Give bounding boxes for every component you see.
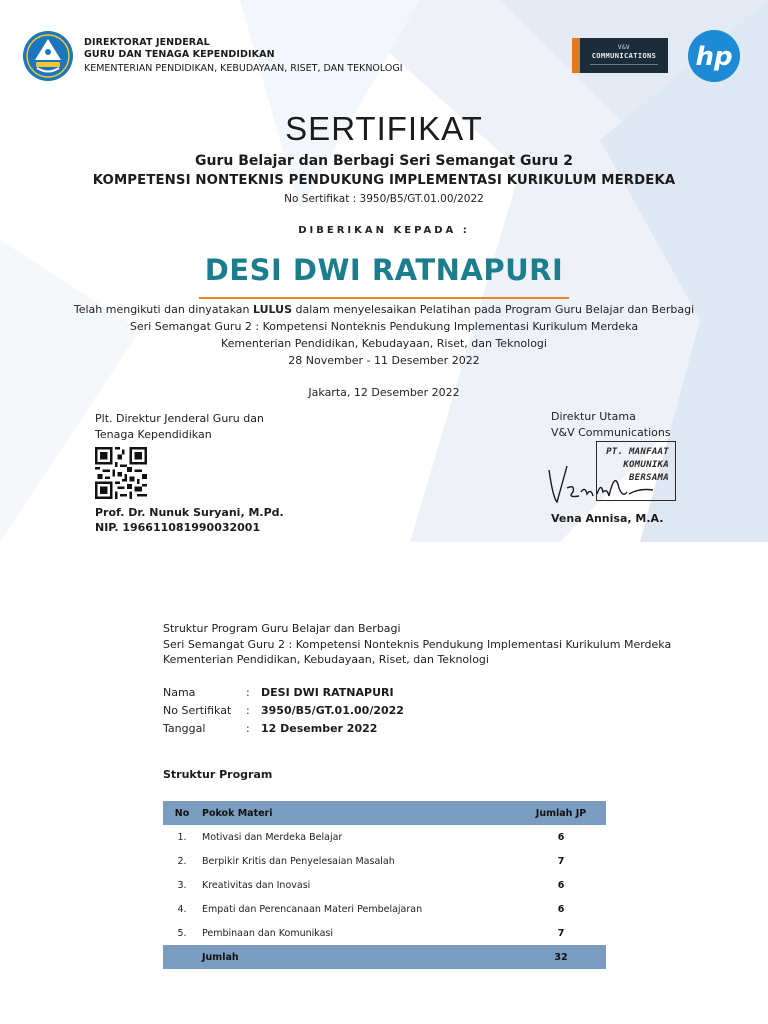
column-header-topic: Pokok Materi bbox=[201, 801, 516, 825]
program-structure-table bbox=[163, 801, 606, 969]
row-topic: Berpikir Kritis dan Penyelesaian Masalah bbox=[202, 855, 395, 867]
signer-right-title-line-1: Direktur Utama bbox=[551, 410, 636, 423]
intro-line-3: Kementerian Pendidikan, Kebudayaan, Riset, dan Teknologi bbox=[163, 653, 489, 666]
signer-right-name: Vena Annisa, M.A. bbox=[551, 512, 664, 525]
row-number: 5. bbox=[177, 927, 187, 939]
vv-communications-logo bbox=[572, 38, 668, 73]
body-line-2: Seri Semangat Guru 2 : Kompetensi Nonteknis Pendukung Implementasi Kurikulum Merdeka bbox=[129, 320, 639, 333]
total-label: Jumlah bbox=[201, 945, 516, 969]
program-title: Guru Belajar dan Berbagi Seri Semangat Guru 2 bbox=[195, 153, 573, 169]
stamp-line-1: PT. MANFAAT bbox=[606, 447, 669, 457]
info-value: 3950/B5/GT.01.00/2022 bbox=[261, 704, 404, 717]
program-subtitle: KOMPETENSI NONTEKNIS PENDUKUNG IMPLEMENTASI KURIKULUM MERDEKA bbox=[92, 173, 676, 188]
body-line-1 bbox=[0, 303, 768, 316]
column-header-jp: Jumlah JP bbox=[516, 801, 606, 825]
row-number: 3. bbox=[177, 879, 187, 891]
row-topic: Empati dan Perencanaan Materi Pembelajaran bbox=[202, 903, 423, 915]
row-jp: 6 bbox=[557, 903, 565, 915]
signer-left-nip: NIP. 196611081990032001 bbox=[95, 521, 261, 534]
total-jp: 32 bbox=[516, 945, 606, 969]
structure-heading: Struktur Program bbox=[163, 768, 273, 781]
given-to-label: DIBERIKAN KEPADA : bbox=[298, 225, 470, 236]
program-intro bbox=[163, 621, 671, 668]
handwritten-signature bbox=[545, 458, 655, 508]
info-value: 12 Desember 2022 bbox=[261, 722, 378, 735]
total-number-cell bbox=[163, 945, 201, 969]
hp-logo bbox=[687, 29, 741, 83]
intro-line-2: Seri Semangat Guru 2 : Kompetensi Nonteknis Pendukung Implementasi Kurikulum Merdeka bbox=[163, 637, 672, 651]
table-total-row bbox=[163, 945, 606, 969]
row-number: 2. bbox=[177, 855, 187, 867]
signer-left-title-line-1: Plt. Direktur Jenderal Guru dan bbox=[95, 412, 264, 425]
stamp-line-2: KOMUNIKA bbox=[623, 460, 669, 470]
info-label: Tanggal bbox=[163, 722, 206, 735]
hp-logo-text: hp bbox=[695, 42, 733, 72]
row-jp: 6 bbox=[557, 879, 565, 891]
info-row-certificate-number bbox=[163, 704, 463, 722]
recipient-name: DESI DWI RATNAPURI bbox=[204, 253, 564, 287]
ministry-line-3: KEMENTERIAN PENDIDIKAN, KEBUDAYAAN, RISET, DAN TEKNOLOGI bbox=[84, 63, 403, 74]
body-text: Telah mengikuti dan dinyatakan bbox=[73, 303, 253, 316]
certificate-title: SERTIFIKAT bbox=[285, 110, 483, 147]
info-label: No Sertifikat bbox=[163, 704, 232, 717]
signer-left-title-line-2: Tenaga Kependidikan bbox=[95, 428, 212, 441]
info-label: Nama bbox=[163, 686, 196, 699]
row-topic: Kreativitas dan Inovasi bbox=[202, 879, 311, 891]
signer-left-title bbox=[95, 411, 264, 443]
row-topic: Motivasi dan Merdeka Belajar bbox=[202, 831, 343, 843]
column-header-no: No bbox=[163, 801, 201, 825]
signer-left-name: Prof. Dr. Nunuk Suryani, M.Pd. bbox=[95, 506, 284, 519]
table-row bbox=[163, 825, 606, 849]
signer-left bbox=[95, 505, 284, 535]
info-colon: : bbox=[246, 722, 250, 735]
intro-line-1: Struktur Program Guru Belajar dan Berbagi bbox=[163, 622, 401, 635]
vv-logo-mark: V&V bbox=[617, 44, 631, 51]
place-date: Jakarta, 12 Desember 2022 bbox=[308, 386, 460, 399]
info-colon: : bbox=[246, 704, 250, 717]
row-number: 4. bbox=[177, 903, 187, 915]
logo-divider bbox=[590, 64, 658, 65]
info-row-name bbox=[163, 686, 463, 704]
row-jp: 6 bbox=[557, 831, 565, 843]
vv-logo-wordmark: COMMUNICATIONS bbox=[591, 52, 657, 60]
row-jp: 7 bbox=[557, 927, 565, 939]
ministry-line-2: GURU DAN TENAGA KEPENDIDIKAN bbox=[84, 49, 275, 60]
info-row-date bbox=[163, 722, 463, 740]
table-row bbox=[163, 849, 606, 873]
table-row bbox=[163, 897, 606, 921]
kemdikbud-logo bbox=[22, 30, 74, 82]
ministry-line-1: DIREKTORAT JENDERAL bbox=[84, 37, 210, 48]
row-number: 1. bbox=[177, 831, 187, 843]
name-underline bbox=[199, 297, 569, 299]
pass-status: LULUS bbox=[253, 303, 293, 316]
table-row bbox=[163, 873, 606, 897]
body-text: dalam menyelesaikan Pelatihan pada Program Guru Belajar dan Berbagi bbox=[292, 303, 695, 316]
stamp-line-3: BERSAMA bbox=[628, 473, 669, 483]
row-topic: Pembinaan dan Komunikasi bbox=[202, 927, 334, 939]
signer-right-title-line-2: V&V Communications bbox=[551, 426, 671, 439]
training-period: 28 November - 11 Desember 2022 bbox=[288, 354, 480, 367]
info-value: DESI DWI RATNAPURI bbox=[261, 686, 394, 699]
certificate-number: No Sertifikat : 3950/B5/GT.01.00/2022 bbox=[284, 193, 484, 205]
logo-accent-stripe bbox=[572, 38, 580, 73]
qr-code bbox=[95, 447, 147, 499]
table-header-row bbox=[163, 801, 606, 825]
info-colon: : bbox=[246, 686, 250, 699]
program-structure-page bbox=[0, 542, 768, 1024]
ministry-name bbox=[84, 37, 403, 75]
table-row bbox=[163, 921, 606, 945]
signer-right-title bbox=[551, 409, 671, 441]
body-line-3: Kementerian Pendidikan, Kebudayaan, Riset, dan Teknologi bbox=[221, 337, 547, 350]
row-jp: 7 bbox=[557, 855, 565, 867]
participant-info bbox=[163, 686, 463, 740]
